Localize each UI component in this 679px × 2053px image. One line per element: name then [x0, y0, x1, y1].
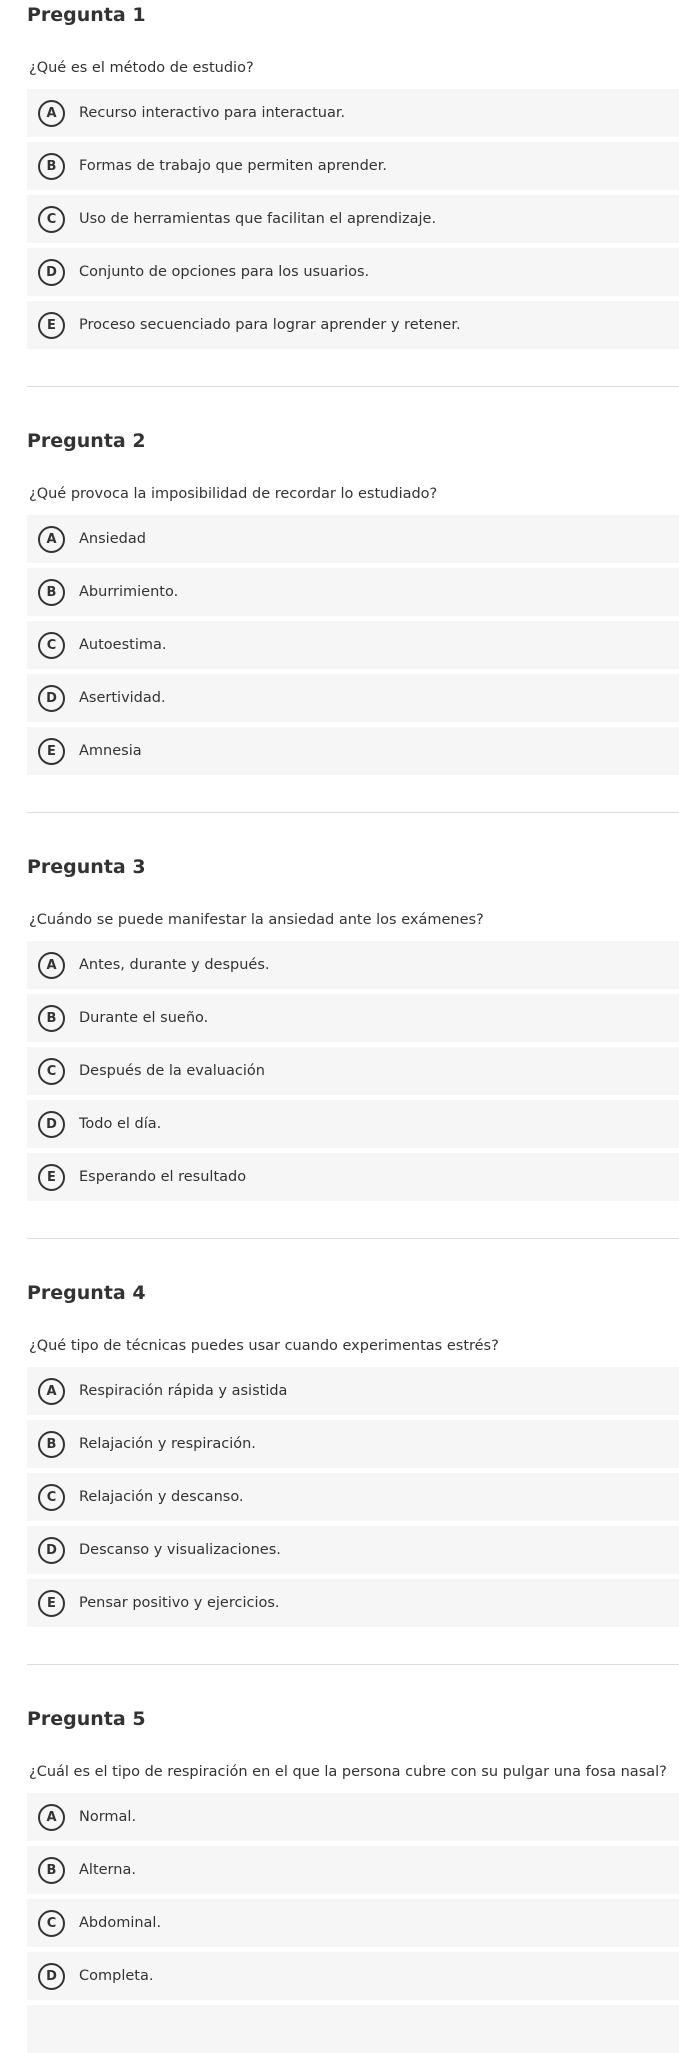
answer-options — [27, 515, 679, 775]
question-title: Pregunta 5 — [27, 1708, 146, 1730]
answer-option-b[interactable] — [27, 142, 679, 190]
answer-option-e[interactable] — [27, 1153, 679, 1201]
answer-option-a[interactable] — [27, 515, 679, 563]
question-text: ¿Qué provoca la imposibilidad de recordar lo estudiado? — [29, 486, 438, 502]
answer-option-d[interactable] — [27, 1100, 679, 1148]
option-letter-badge: A — [38, 952, 65, 979]
answer-option-d[interactable] — [27, 248, 679, 296]
option-label: Esperando el resultado — [79, 1169, 247, 1185]
option-letter-badge: A — [38, 100, 65, 127]
answer-option-a[interactable] — [27, 89, 679, 137]
option-label: Todo el día. — [79, 1116, 162, 1132]
question-1 — [27, 0, 679, 349]
option-label: Formas de trabajo que permiten aprender. — [79, 158, 387, 174]
answer-option-a[interactable] — [27, 1793, 679, 1841]
option-letter-badge: D — [38, 259, 65, 286]
answer-option-a[interactable] — [27, 941, 679, 989]
option-letter-badge: B — [38, 1431, 65, 1458]
option-letter-badge: B — [38, 153, 65, 180]
answer-option-e-partial[interactable] — [27, 2005, 679, 2053]
question-2 — [27, 386, 679, 775]
question-text: ¿Cuál es el tipo de respiración en el que la persona cubre con su pulgar una fosa nasal? — [29, 1764, 667, 1780]
answer-options — [27, 941, 679, 1201]
option-label: Alterna. — [79, 1862, 136, 1878]
option-label: Ansiedad — [79, 531, 146, 547]
option-letter-badge: E — [38, 1590, 65, 1617]
question-5 — [27, 1664, 679, 2053]
question-text: ¿Qué tipo de técnicas puedes usar cuando experimentas estrés? — [29, 1338, 499, 1354]
question-title: Pregunta 4 — [27, 1282, 146, 1304]
option-letter-badge: C — [38, 632, 65, 659]
answer-option-d[interactable] — [27, 1526, 679, 1574]
option-label: Conjunto de opciones para los usuarios. — [79, 264, 370, 280]
answer-option-b[interactable] — [27, 994, 679, 1042]
answer-option-a[interactable] — [27, 1367, 679, 1415]
option-letter-badge: D — [38, 1963, 65, 1990]
question-title: Pregunta 2 — [27, 430, 146, 452]
option-label: Durante el sueño. — [79, 1010, 209, 1026]
option-label: Abdominal. — [79, 1915, 162, 1931]
question-text: ¿Cuándo se puede manifestar la ansiedad ante los exámenes? — [29, 912, 484, 928]
option-letter-badge: E — [38, 1164, 65, 1191]
option-letter-badge: A — [38, 526, 65, 553]
answer-option-b[interactable] — [27, 1846, 679, 1894]
option-letter-badge: A — [38, 1378, 65, 1405]
option-letter-badge: D — [38, 1111, 65, 1138]
question-title: Pregunta 3 — [27, 856, 146, 878]
answer-option-e[interactable] — [27, 727, 679, 775]
answer-options — [27, 1367, 679, 1627]
answer-option-e[interactable] — [27, 1579, 679, 1627]
option-letter-badge: A — [38, 1804, 65, 1831]
option-label: Proceso secuenciado para lograr aprender y retener. — [79, 317, 461, 333]
question-title: Pregunta 1 — [27, 4, 146, 26]
answer-option-c[interactable] — [27, 1047, 679, 1095]
answer-option-c[interactable] — [27, 195, 679, 243]
question-text: ¿Qué es el método de estudio? — [29, 60, 254, 76]
answer-option-b[interactable] — [27, 568, 679, 616]
option-label: Asertividad. — [79, 690, 166, 706]
option-letter-badge: B — [38, 1005, 65, 1032]
option-label: Aburrimiento. — [79, 584, 179, 600]
option-label: Amnesia — [79, 743, 142, 759]
option-letter-badge: C — [38, 206, 65, 233]
option-letter-badge: C — [38, 1910, 65, 1937]
question-3 — [27, 812, 679, 1201]
option-label: Autoestima. — [79, 637, 167, 653]
option-letter-badge: B — [38, 1857, 65, 1884]
option-label: Uso de herramientas que facilitan el aprendizaje. — [79, 211, 437, 227]
answer-options — [27, 1793, 679, 2053]
option-letter-badge: D — [38, 685, 65, 712]
option-label: Relajación y descanso. — [79, 1489, 244, 1505]
option-label: Relajación y respiración. — [79, 1436, 256, 1452]
option-letter-badge: E — [38, 738, 65, 765]
option-letter-badge: D — [38, 1537, 65, 1564]
option-label: Recurso interactivo para interactuar. — [79, 105, 346, 121]
option-letter-badge: C — [38, 1058, 65, 1085]
option-label: Descanso y visualizaciones. — [79, 1542, 281, 1558]
question-4 — [27, 1238, 679, 1627]
option-label: Respiración rápida y asistida — [79, 1383, 288, 1399]
answer-options — [27, 89, 679, 349]
option-label: Después de la evaluación — [79, 1063, 265, 1079]
option-label: Antes, durante y después. — [79, 957, 270, 973]
option-letter-badge: C — [38, 1484, 65, 1511]
option-letter-badge: B — [38, 579, 65, 606]
option-letter-badge: E — [38, 312, 65, 339]
option-label: Completa. — [79, 1968, 154, 1984]
answer-option-e[interactable] — [27, 301, 679, 349]
option-label: Normal. — [79, 1809, 137, 1825]
answer-option-d[interactable] — [27, 1952, 679, 2000]
answer-option-b[interactable] — [27, 1420, 679, 1468]
answer-option-d[interactable] — [27, 674, 679, 722]
option-label: Pensar positivo y ejercicios. — [79, 1595, 280, 1611]
answer-option-c[interactable] — [27, 1899, 679, 1947]
answer-option-c[interactable] — [27, 1473, 679, 1521]
answer-option-c[interactable] — [27, 621, 679, 669]
